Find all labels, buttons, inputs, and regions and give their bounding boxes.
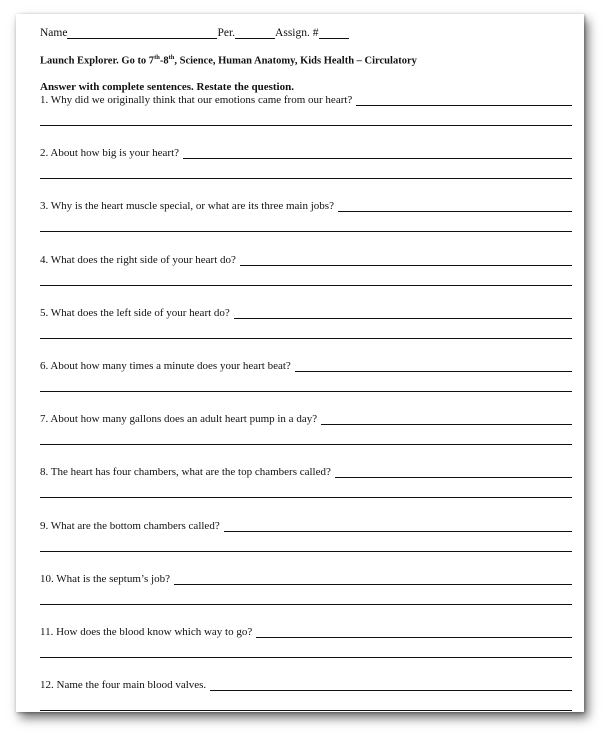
answer-line-inline[interactable]	[224, 520, 572, 532]
answer-line[interactable]	[40, 604, 572, 605]
answer-line[interactable]	[40, 338, 572, 339]
question-text: 8. The heart has four chambers, what are the top chambers called?	[40, 466, 331, 479]
question-row	[40, 305, 572, 319]
answer-line[interactable]	[40, 125, 572, 126]
question-text: 7. About how many gallons does an adult heart pump in a day?	[40, 413, 318, 426]
launch-middle: -8	[159, 55, 169, 67]
answer-line[interactable]	[40, 497, 572, 498]
question-row	[40, 464, 572, 478]
question-row	[40, 198, 572, 212]
launch-prefix: Launch Explorer. Go to 7	[40, 55, 155, 67]
answer-line-inline[interactable]	[338, 200, 572, 212]
answer-instructions: Answer with complete sentences. Restate the question.	[40, 81, 294, 93]
question-text: 6. About how many times a minute does your heart beat?	[40, 360, 291, 372]
question-row	[40, 252, 572, 266]
answer-line[interactable]	[40, 285, 572, 286]
question-text: 5. What does the left side of your heart do?	[40, 306, 230, 319]
question-row	[40, 145, 572, 159]
answer-line-inline[interactable]	[295, 360, 572, 372]
answer-line-inline[interactable]	[234, 307, 572, 319]
launch-sup-2: th	[168, 54, 175, 61]
answer-line-inline[interactable]	[210, 679, 572, 691]
answer-line[interactable]	[40, 710, 572, 711]
answer-line-inline[interactable]	[356, 94, 572, 106]
question-text: 10. What is the septum’s job?	[40, 572, 170, 585]
question-row	[40, 518, 572, 532]
name-label: Name	[40, 27, 68, 39]
answer-line[interactable]	[40, 391, 572, 392]
answer-line-inline[interactable]	[335, 466, 572, 478]
question-row	[40, 358, 572, 372]
answer-line-inline[interactable]	[256, 626, 572, 638]
launch-sup-1: th	[154, 54, 160, 61]
answer-line[interactable]	[40, 444, 572, 445]
launch-instructions	[40, 54, 417, 67]
launch-suffix: , Science, Human Anatomy, Kids Health – Circulatory	[174, 55, 417, 67]
answer-line-inline[interactable]	[240, 254, 572, 266]
question-row	[40, 92, 572, 106]
question-text: 2. About how big is your heart?	[40, 147, 180, 160]
answer-line[interactable]	[40, 551, 572, 552]
answer-line[interactable]	[40, 657, 572, 658]
assignment-blank[interactable]	[319, 26, 349, 39]
answer-line-inline[interactable]	[321, 413, 572, 425]
question-text: 4. What does the right side of your heart do?	[40, 253, 236, 266]
period-blank[interactable]	[235, 26, 275, 39]
question-text: 12. Name the four main blood valves.	[40, 679, 207, 692]
question-row	[40, 411, 572, 425]
assignment-label: Assign. #	[275, 27, 319, 39]
answer-line[interactable]	[40, 178, 572, 179]
question-row	[40, 624, 572, 638]
period-label: Per.	[217, 27, 236, 39]
question-row	[40, 571, 572, 585]
name-blank[interactable]	[67, 26, 217, 39]
student-info-line	[40, 26, 349, 39]
question-text: 3. Why is the heart muscle special, or what are its three main jobs?	[40, 200, 334, 213]
question-text: 11. How does the blood know which way to go?	[40, 626, 253, 638]
answer-line-inline[interactable]	[183, 147, 572, 159]
question-row	[40, 677, 572, 691]
answer-line[interactable]	[40, 231, 572, 232]
answer-line-inline[interactable]	[174, 573, 572, 585]
question-text: 9. What are the bottom chambers called?	[40, 519, 220, 532]
worksheet-page	[16, 14, 584, 712]
question-text: 1. Why did we originally think that our emotions came from our heart?	[40, 94, 353, 106]
